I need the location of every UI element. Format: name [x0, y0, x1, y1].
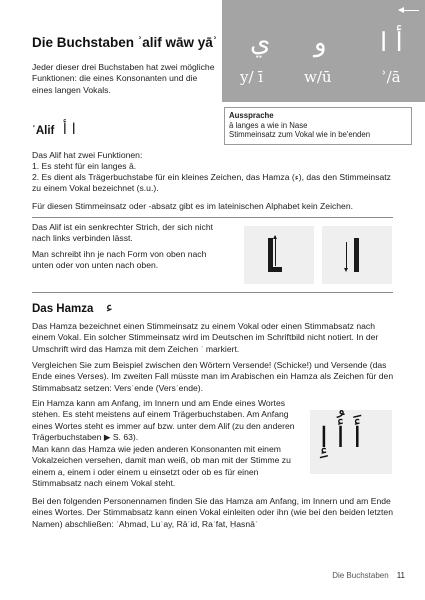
alif-heading: [32, 120, 76, 140]
hamza-paragraph: Bei den folgenden Personennamen finden Sie das Hamza am Anfang, im Innern und am Ende eines Wortes. Der Stimmabsatz kann einen Vokal einleiten oder ihn (wie bei den beiden letzten Namen) abschließen: ʾAḥmad, Luʾay, Rāʾid, Raʾfat, Ḥasnāʾ: [32, 496, 393, 529]
hamza-paragraph: Das Hamza bezeichnet einen Stimmeinsatz zu einem Vokal oder einen Stimmabsatz nach einem Vokal. Ein solcher Stimmeinsatz wird im Deutschen im Schriftbild nicht notiert. In der Umschrift wird das Hamza mit dem Zeichen ʾ markiert.: [32, 321, 379, 354]
divider: [32, 217, 393, 218]
pronunciation-heading: Aussprache: [229, 111, 274, 120]
pronunciation-line: Stimmeinsatz zum Vokal wie in be'enden: [229, 130, 371, 140]
hamza-paragraph: Vergleichen Sie zum Beispiel zwischen den Wörtern Versende! (Schicke!) und Versende (das Ende eines Verses). Im zweiten Fall müsste man im Arabischen ein Hamza als Zeichen für den Stimmabsatz setzen: Versʾende (Versʾende).: [32, 360, 394, 393]
translit-ya: y/ ī: [240, 68, 264, 86]
pronunciation-box: [224, 107, 412, 145]
intro-text: Jeder dieser drei Buchstaben hat zwei mögliche Funktionen: die eines Konsonanten und die eines langen Vokals.: [32, 62, 215, 95]
alif-paragraph: Für diesen Stimmeinsatz oder -absatz gibt es im lateinischen Alphabet kein Zeichen.: [32, 201, 353, 211]
hamza-heading-arabic: ء: [105, 298, 113, 316]
alif-heading-arabic: ا أ: [62, 120, 76, 138]
footer-section: Die Buchstaben: [332, 571, 389, 580]
arrow-left-icon: [399, 10, 419, 11]
alif-writing-image-2: [322, 226, 392, 284]
letter-waw: و: [314, 28, 327, 58]
hamza-paragraph: Man kann das Hamza wie jeden anderen Konsonanten mit einem Vokalzeichen versehen, damit man weiß, ob man mit der Stimme zu einem a, einem i oder einem u einsetzt oder ob es für einen Stimmabsatz nach einem Vokal steht.: [32, 444, 291, 489]
divider: [32, 292, 393, 293]
hamza-paragraph: Ein Hamza kann am Anfang, im Innern und am Ende eines Wortes stehen. Es steht meistens auf einem Trägerbuchstaben. Am Anfang eines Wortes steht es immer auf bzw. unter dem Alif (zu den anderen Trägerbuchstaben ▶ S. 63).: [32, 398, 295, 443]
pronunciation-line: ā langes a wie in Nase: [229, 120, 308, 130]
alif-paragraph: 1. Es steht für ein langes ā.: [32, 161, 137, 171]
alif-heading-text: ʾAlif: [32, 125, 55, 137]
alif-paragraph: Man schreibt ihn je nach Form von oben nach unten oder von unten nach oben.: [32, 249, 207, 271]
alif-paragraph: 2. Es dient als Trägerbuchstabe für ein kleines Zeichen, das Hamza (ء), das den Stimmeinsatz zu einem Vokal bezeichnet (s.u.).: [32, 172, 391, 194]
letter-box: [222, 0, 425, 102]
translit-alif: ʾ/ā: [382, 68, 401, 86]
translit-waw: w/ū: [304, 68, 332, 86]
letter-alif: أ ا: [380, 28, 403, 58]
alif-writing-image-1: [244, 226, 314, 284]
page-number: 11: [396, 571, 405, 580]
page-title: Die Buchstaben ʾalif wāw yāʾ: [32, 35, 218, 50]
hamza-heading: [32, 298, 113, 318]
page-footer: [332, 571, 405, 582]
hamza-heading-text: Das Hamza: [32, 303, 94, 315]
alif-paragraph: Das Alif hat zwei Funktionen:: [32, 150, 143, 160]
hamza-glyphs: أَ أُ إِ: [320, 421, 362, 454]
hamza-glyph-image: [310, 410, 392, 474]
letter-ya: ي: [250, 28, 271, 58]
alif-paragraph: Das Alif ist ein senkrechter Strich, der sich nicht nach links verbinden lässt.: [32, 222, 214, 244]
